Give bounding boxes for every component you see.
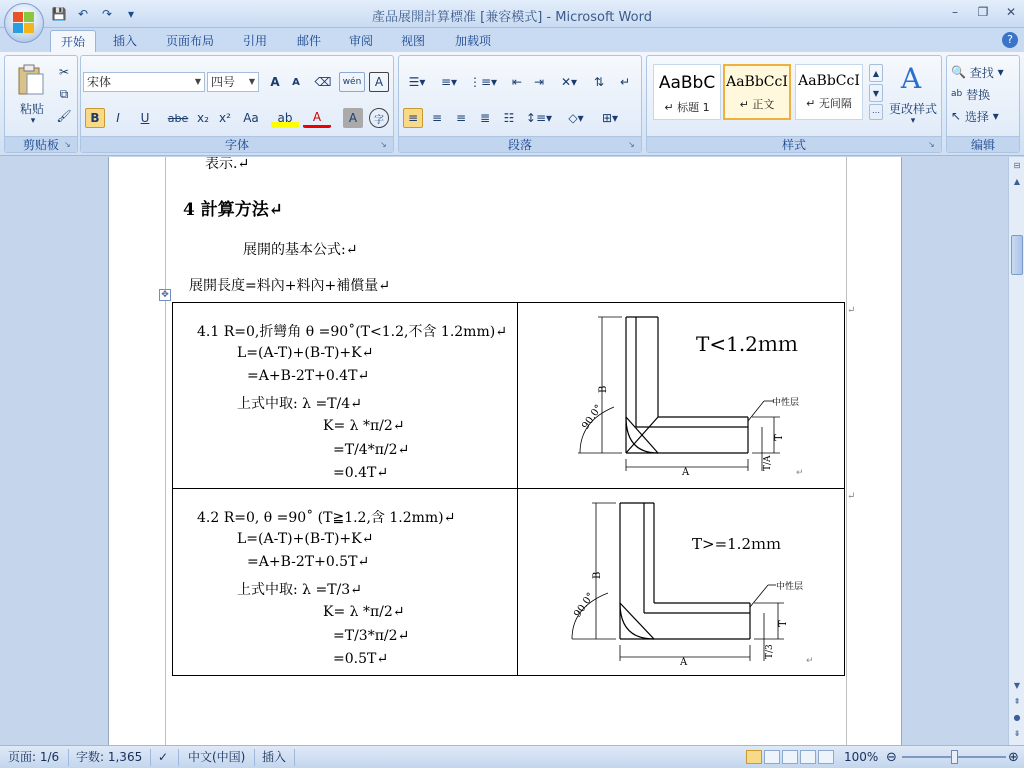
formula-line: 4.1 R=0,折彎角 θ =90˚(T<1.2,不含 1.2mm)↵ — [197, 324, 507, 340]
tab-insert[interactable]: 插入 — [112, 34, 137, 48]
asian-layout-icon[interactable]: ✕▾ — [560, 75, 578, 89]
format-painter-icon[interactable]: 🖌 — [56, 109, 72, 123]
formula-line: =0.4T↵ — [333, 465, 389, 481]
status-divider — [254, 749, 255, 766]
thickness-ratio-label: T/3 — [765, 644, 775, 659]
dimension-a-label: A — [682, 467, 690, 478]
clear-format-icon[interactable]: ⌫ — [314, 75, 332, 89]
table-cell-formula[interactable] — [173, 489, 518, 675]
chevron-down-icon: ▼ — [194, 77, 201, 86]
select-label: 选择 — [964, 109, 989, 124]
calculation-table[interactable] — [172, 302, 845, 676]
style-sample: AaBbCcI — [798, 73, 860, 89]
strikethrough-button[interactable]: abe — [167, 111, 189, 125]
tab-addins[interactable]: 加载项 — [454, 34, 491, 48]
formula-text: 展開長度=料內+料內+補償量↵ — [189, 278, 390, 294]
change-styles-label[interactable]: 更改样式 — [888, 102, 937, 116]
qat-more-icon[interactable]: ▾ — [127, 7, 135, 21]
tab-home[interactable]: 开始 — [50, 30, 96, 52]
formula-line: 4.2 R=0, θ =90˚ (T≧1.2,含 1.2mm)↵ — [197, 510, 456, 526]
language-indicator[interactable]: 中文(中国) — [188, 750, 246, 764]
phonetic-guide-button[interactable]: wén — [339, 72, 365, 92]
status-divider — [68, 749, 69, 766]
align-center-icon[interactable]: ≡ — [431, 111, 443, 125]
style-normal[interactable] — [723, 64, 791, 120]
formula-line: K= λ *π/2↵ — [323, 604, 405, 620]
font-launcher-icon[interactable]: ↘ — [380, 140, 387, 149]
paragraph-group-label: 段落 — [399, 136, 641, 152]
formula-line: 上式中取: λ =T/3↵ — [237, 582, 362, 598]
zoom-out-icon[interactable]: ⊖ — [886, 750, 897, 765]
formula-line: =A+B-2T+0.4T↵ — [247, 368, 370, 384]
paste-label[interactable]: 粘贴 — [19, 102, 44, 116]
window-title: 產品展開計算標准 [兼容模式] - Microsoft Word — [372, 10, 652, 25]
full-screen-reading-view-icon[interactable] — [764, 750, 780, 764]
page-count[interactable]: 页面: 1/6 — [8, 750, 60, 764]
window-controls — [946, 4, 1020, 20]
cell-end-mark: ↵ — [796, 468, 804, 478]
paragraph-launcher-icon[interactable]: ↘ — [628, 140, 635, 149]
find-button[interactable]: 🔍 查找 ▾ — [951, 65, 1004, 80]
style-name: ↵ 标题 1 — [664, 101, 710, 114]
restore-button[interactable]: ❐ — [977, 5, 989, 19]
margin-guide-right — [846, 157, 847, 745]
increase-indent-icon[interactable]: ⇥ — [533, 75, 545, 89]
redo-icon[interactable]: ↷ — [101, 7, 113, 21]
find-label: 查找 — [969, 65, 994, 80]
underline-button[interactable]: U — [140, 111, 150, 125]
justify-icon[interactable]: ≣ — [479, 111, 491, 125]
shrink-font-button[interactable]: A — [292, 76, 300, 88]
formula-line: K= λ *π/2↵ — [323, 418, 405, 434]
office-button[interactable] — [4, 3, 44, 43]
replace-label: 替换 — [966, 87, 991, 102]
diagram-title: T<1.2ｍｍ — [696, 332, 798, 356]
row-end-mark: ↵ — [847, 305, 856, 316]
styles-launcher-icon[interactable]: ↘ — [928, 140, 935, 149]
formula-line: =A+B-2T+0.5T↵ — [247, 554, 370, 570]
binoculars-icon: 🔍 — [951, 65, 966, 79]
previous-page-icon[interactable]: ⇞ — [1013, 697, 1021, 706]
tab-review[interactable]: 审阅 — [348, 34, 373, 48]
dimension-b-label: B — [592, 571, 603, 579]
table-row — [173, 303, 844, 489]
decrease-indent-icon[interactable]: ⇤ — [511, 75, 523, 89]
office-logo-icon — [13, 12, 35, 34]
font-name-value: 宋体 — [87, 75, 112, 89]
paste-dropdown-icon[interactable]: ▾ — [30, 116, 36, 126]
scroll-down-icon[interactable]: ▼ — [1013, 681, 1021, 690]
editing-group-label: 编辑 — [947, 136, 1019, 152]
tab-view[interactable]: 视图 — [400, 34, 425, 48]
styles-group-label: 样式 — [647, 136, 941, 152]
neutral-layer-label: 中性层 — [776, 582, 804, 592]
table-cell-diagram[interactable] — [518, 303, 844, 489]
clipboard-group — [4, 55, 78, 153]
grow-font-button[interactable]: A — [270, 75, 280, 89]
proofing-icon[interactable]: ✓ — [158, 750, 169, 764]
thickness-ratio-label: T/A — [763, 455, 773, 471]
table-move-handle-icon[interactable]: ✥ — [159, 289, 171, 301]
cursor-icon: ↖ — [951, 109, 962, 123]
status-divider — [294, 749, 295, 766]
zoom-level[interactable]: 100% — [844, 750, 879, 764]
scroll-thumb[interactable] — [1011, 235, 1023, 275]
italic-button[interactable]: I — [116, 111, 120, 125]
bold-button[interactable]: B — [85, 108, 105, 128]
font-color-button[interactable]: A — [303, 108, 331, 128]
intro-text: 展開的基本公式:↵ — [243, 242, 358, 258]
subscript-button[interactable]: x₂ — [197, 111, 209, 125]
styles-group — [646, 55, 942, 153]
undo-icon[interactable]: ↶ — [77, 7, 89, 21]
tab-references[interactable]: 引用 — [242, 34, 267, 48]
chevron-down-icon: ▼ — [248, 77, 255, 86]
font-name-combo[interactable] — [83, 72, 205, 92]
bend-diagram-thin — [518, 303, 844, 489]
row-end-mark: ↵ — [847, 491, 856, 502]
save-icon[interactable]: 💾 — [51, 7, 67, 21]
distributed-icon[interactable]: ☷ — [503, 111, 515, 125]
zoom-in-icon[interactable]: ⊕ — [1008, 750, 1019, 765]
paste-icon[interactable] — [15, 64, 47, 96]
copy-icon[interactable]: ⧉ — [59, 86, 69, 101]
enclose-char-button[interactable]: 字 — [369, 108, 389, 128]
borders-icon[interactable]: ⊞▾ — [601, 111, 619, 125]
styles-scroll-up-icon[interactable]: ▲ — [869, 64, 883, 82]
style-sample: AaBbC — [658, 73, 716, 93]
numbering-icon[interactable]: ≡▾ — [440, 75, 458, 89]
formula-line: L=(A-T)+(B-T)+K↵ — [237, 345, 374, 361]
neutral-layer-label: 中性层 — [772, 398, 800, 408]
formula-line: 上式中取: λ =T/4↵ — [237, 396, 362, 412]
multilevel-list-icon[interactable]: ⋮≡▾ — [468, 75, 498, 89]
status-divider — [178, 749, 179, 766]
tab-page-layout[interactable]: 页面布局 — [165, 34, 214, 48]
dimension-a-label: A — [680, 657, 688, 668]
font-group-label: 字体 — [81, 136, 393, 152]
document-page[interactable] — [108, 157, 902, 745]
style-heading1[interactable] — [653, 64, 721, 120]
margin-guide-left — [165, 157, 166, 745]
table-cell-diagram[interactable] — [518, 489, 844, 675]
replace-icon: ab — [951, 89, 963, 99]
thickness-label: T — [778, 620, 789, 627]
clipboard-launcher-icon[interactable]: ↘ — [64, 140, 71, 149]
style-name: ↵ 正文 — [739, 98, 775, 111]
zoom-slider-thumb[interactable] — [951, 750, 958, 764]
draft-view-icon[interactable] — [818, 750, 834, 764]
dimension-b-label: B — [598, 385, 609, 393]
formula-line: =0.5T↵ — [333, 651, 389, 667]
clipboard-group-label: 剪贴板 — [5, 136, 77, 152]
styles-more-icon[interactable]: ⋯ — [869, 104, 883, 120]
word-count[interactable]: 字数: 1,365 — [76, 750, 143, 764]
cut-icon[interactable]: ✂ — [58, 65, 70, 79]
bullets-icon[interactable]: ☰▾ — [408, 75, 426, 89]
align-right-icon[interactable]: ≡ — [455, 111, 467, 125]
editing-group — [946, 55, 1020, 153]
sort-icon[interactable]: ⇅ — [593, 75, 605, 89]
print-layout-view-icon[interactable] — [746, 750, 762, 764]
diagram-title: T>=1.2ｍｍ — [692, 535, 781, 553]
status-divider — [150, 749, 151, 766]
highlight-button[interactable]: ab — [271, 108, 299, 128]
formula-line: L=(A-T)+(B-T)+K↵ — [237, 531, 374, 547]
tab-mailings[interactable]: 邮件 — [296, 34, 321, 48]
align-left-icon[interactable]: ≡ — [403, 108, 423, 128]
bend-diagram-thick — [518, 489, 844, 675]
cell-end-mark: ↵ — [806, 656, 814, 666]
next-page-icon[interactable]: ⇟ — [1013, 729, 1021, 738]
document-area — [0, 157, 1008, 745]
title-bar — [0, 0, 1024, 28]
ribbon-tabs — [0, 28, 1024, 52]
scroll-up-icon[interactable]: ▲ — [1013, 177, 1021, 186]
line-spacing-icon[interactable]: ↕≡▾ — [525, 111, 553, 125]
superscript-button[interactable]: x² — [219, 111, 231, 125]
vertical-scrollbar[interactable] — [1008, 157, 1024, 745]
font-size-combo[interactable] — [207, 72, 259, 92]
close-button[interactable]: ✕ — [1005, 5, 1017, 19]
browse-object-icon[interactable]: ● — [1013, 713, 1021, 722]
formula-line: =T/4*π/2↵ — [333, 442, 410, 458]
show-marks-icon[interactable]: ↵ — [619, 75, 631, 89]
ruler-toggle-icon[interactable]: ⊟ — [1013, 161, 1021, 170]
change-case-button[interactable]: Aa — [243, 111, 259, 125]
font-group — [80, 55, 394, 153]
change-styles-dropdown-icon[interactable]: ▾ — [910, 116, 916, 126]
status-bar — [0, 745, 1024, 768]
ribbon — [0, 52, 1024, 156]
char-shading-button[interactable]: A — [343, 108, 363, 128]
thickness-label: T — [774, 434, 785, 441]
minimize-button[interactable]: – — [952, 5, 958, 19]
previous-line-text: 表示.↵ — [205, 157, 250, 172]
web-layout-view-icon[interactable] — [782, 750, 798, 764]
insert-mode-indicator[interactable]: 插入 — [262, 750, 287, 764]
style-sample: AaBbCcI — [726, 74, 788, 90]
font-size-value: 四号 — [211, 75, 236, 89]
style-name: ↵ 无间隔 — [806, 97, 852, 110]
angle-label: 90.0° — [580, 402, 605, 432]
angle-label: 90.0° — [572, 590, 597, 620]
select-button[interactable]: ↖ 选择 ▾ — [951, 109, 999, 124]
help-icon[interactable]: ? — [1002, 32, 1018, 48]
table-cell-formula[interactable] — [173, 303, 518, 489]
paragraph-group — [398, 55, 642, 153]
section-heading: 4 計算方法↵ — [183, 200, 283, 220]
table-row — [173, 489, 844, 675]
outline-view-icon[interactable] — [800, 750, 816, 764]
shading-icon[interactable]: ◇▾ — [568, 111, 584, 125]
replace-button[interactable] — [951, 84, 1015, 104]
formula-line: =T/3*π/2↵ — [333, 628, 410, 644]
char-border-button[interactable]: A — [369, 72, 389, 92]
style-no-spacing[interactable] — [795, 64, 863, 120]
change-styles-icon[interactable]: A — [900, 61, 922, 95]
styles-scroll-down-icon[interactable]: ▼ — [869, 84, 883, 102]
